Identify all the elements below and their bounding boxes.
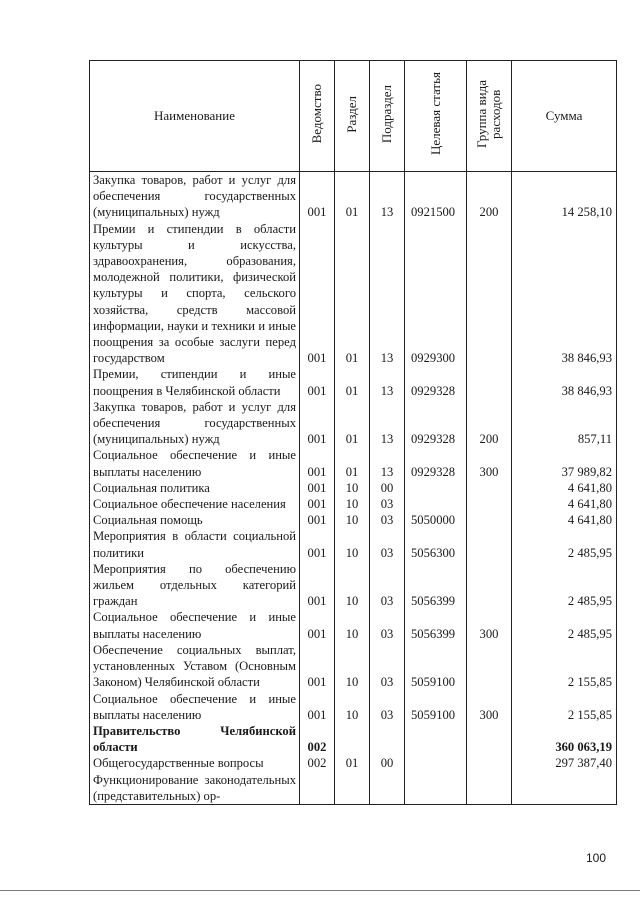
summa-cell: 2 485,95: [512, 609, 617, 641]
name-cell: Социальное обеспечение и иные выплаты населению: [90, 609, 300, 641]
summa-cell: 2 155,85: [512, 691, 617, 723]
celevaya-cell: [405, 496, 467, 512]
gruppa-cell: [467, 772, 512, 805]
summa-cell: 857,11: [512, 399, 617, 448]
table-row: [90, 172, 617, 221]
name-cell: Премии, стипендии и иные поощрения в Челябинской области: [90, 366, 300, 398]
page-number: 100: [586, 851, 607, 865]
gruppa-cell: 300: [467, 609, 512, 641]
podrazdel-cell: [370, 723, 405, 755]
razdel-cell: 10: [335, 480, 370, 496]
podrazdel-cell: 13: [370, 172, 405, 221]
podrazdel-cell: 03: [370, 561, 405, 610]
summa-cell: 4 641,80: [512, 480, 617, 496]
name-cell: Мероприятия по обеспечению жильем отдельных категорий граждан: [90, 561, 300, 610]
vedomstvo-cell: 001: [300, 447, 335, 479]
summa-cell: 38 846,93: [512, 366, 617, 398]
gruppa-cell: [467, 221, 512, 367]
vedomstvo-cell: 001: [300, 691, 335, 723]
razdel-cell: 10: [335, 642, 370, 691]
table-row: [90, 723, 617, 755]
summa-cell: 297 387,40: [512, 755, 617, 771]
table-row: [90, 496, 617, 512]
celevaya-cell: 5056300: [405, 528, 467, 560]
summa-cell: 14 258,10: [512, 172, 617, 221]
celevaya-cell: [405, 755, 467, 771]
name-cell: Социальная политика: [90, 480, 300, 496]
table-body: [90, 172, 617, 805]
gruppa-cell: [467, 561, 512, 610]
budget-table: [89, 60, 617, 805]
celevaya-cell: 0929328: [405, 447, 467, 479]
summa-cell: 4 641,80: [512, 496, 617, 512]
razdel-cell: 10: [335, 609, 370, 641]
vedomstvo-cell: 001: [300, 528, 335, 560]
table-row: [90, 399, 617, 448]
razdel-cell: 01: [335, 447, 370, 479]
vedomstvo-cell: 001: [300, 512, 335, 528]
podrazdel-cell: 13: [370, 399, 405, 448]
razdel-cell: 10: [335, 496, 370, 512]
podrazdel-cell: 03: [370, 528, 405, 560]
gruppa-cell: 300: [467, 447, 512, 479]
podrazdel-cell: 03: [370, 609, 405, 641]
vedomstvo-cell: [300, 772, 335, 805]
razdel-cell: 01: [335, 755, 370, 771]
gruppa-cell: [467, 496, 512, 512]
table-header: [90, 61, 617, 172]
vedomstvo-cell: 001: [300, 366, 335, 398]
gruppa-cell: [467, 528, 512, 560]
razdel-cell: 10: [335, 528, 370, 560]
podrazdel-cell: 13: [370, 447, 405, 479]
table-row: [90, 221, 617, 367]
header-vedomstvo: Ведомство: [300, 61, 335, 172]
razdel-cell: 01: [335, 366, 370, 398]
gruppa-cell: [467, 512, 512, 528]
name-cell: Общегосударственные вопросы: [90, 755, 300, 771]
header-name: Наименование: [90, 61, 300, 172]
summa-cell: 2 155,85: [512, 642, 617, 691]
vedomstvo-cell: 001: [300, 221, 335, 367]
vedomstvo-cell: 001: [300, 609, 335, 641]
razdel-cell: [335, 772, 370, 805]
razdel-cell: 10: [335, 691, 370, 723]
name-cell: Правительство Челябинской области: [90, 723, 300, 755]
name-cell: Закупка товаров, работ и услуг для обеспечения государственных (муниципальных) нужд: [90, 399, 300, 448]
summa-cell: 2 485,95: [512, 561, 617, 610]
name-cell: Социальное обеспечение и иные выплаты населению: [90, 447, 300, 479]
summa-cell: 360 063,19: [512, 723, 617, 755]
razdel-cell: 10: [335, 561, 370, 610]
celevaya-cell: 0929328: [405, 366, 467, 398]
summa-cell: [512, 772, 617, 805]
table-row: [90, 480, 617, 496]
table-row: [90, 447, 617, 479]
table-row: [90, 512, 617, 528]
vedomstvo-cell: 002: [300, 755, 335, 771]
celevaya-cell: [405, 480, 467, 496]
name-cell: Социальное обеспечение населения: [90, 496, 300, 512]
summa-cell: 2 485,95: [512, 528, 617, 560]
podrazdel-cell: 03: [370, 642, 405, 691]
table-row: [90, 609, 617, 641]
podrazdel-cell: 03: [370, 691, 405, 723]
vedomstvo-cell: 001: [300, 480, 335, 496]
name-cell: Мероприятия в области социальной политики: [90, 528, 300, 560]
table-row: [90, 366, 617, 398]
table-row: [90, 772, 617, 805]
razdel-cell: [335, 723, 370, 755]
name-cell: Функционирование законодательных (представительных) ор-: [90, 772, 300, 805]
vedomstvo-cell: 001: [300, 496, 335, 512]
celevaya-cell: [405, 772, 467, 805]
vedomstvo-cell: 001: [300, 561, 335, 610]
vedomstvo-cell: 002: [300, 723, 335, 755]
podrazdel-cell: 13: [370, 366, 405, 398]
celevaya-cell: 5059100: [405, 691, 467, 723]
gruppa-cell: [467, 480, 512, 496]
gruppa-cell: 200: [467, 172, 512, 221]
name-cell: Социальное обеспечение и иные выплаты населению: [90, 691, 300, 723]
table-row: [90, 691, 617, 723]
podrazdel-cell: 00: [370, 480, 405, 496]
podrazdel-cell: 00: [370, 755, 405, 771]
name-cell: Обеспечение социальных выплат, установленных Уставом (Основным Законом) Челябинской области: [90, 642, 300, 691]
razdel-cell: 10: [335, 512, 370, 528]
header-podrazdel: Подраздел: [370, 61, 405, 172]
razdel-cell: 01: [335, 172, 370, 221]
gruppa-cell: [467, 755, 512, 771]
name-cell: Премии и стипендии в области культуры и искусства, здравоохранения, образования, молодежной политики, физической культуры и спорта, сельского хозяйства, средств массовой информации, науки и техники и иные поощрения за особые заслуги перед государством: [90, 221, 300, 367]
name-cell: Закупка товаров, работ и услуг для обеспечения государственных (муниципальных) нужд: [90, 172, 300, 221]
podrazdel-cell: [370, 772, 405, 805]
vedomstvo-cell: 001: [300, 642, 335, 691]
celevaya-cell: 5050000: [405, 512, 467, 528]
celevaya-cell: 0921500: [405, 172, 467, 221]
podrazdel-cell: 13: [370, 221, 405, 367]
gruppa-cell: [467, 642, 512, 691]
celevaya-cell: 5056399: [405, 561, 467, 610]
podrazdel-cell: 03: [370, 496, 405, 512]
bottom-rule: [0, 890, 640, 891]
gruppa-cell: [467, 723, 512, 755]
celevaya-cell: 0929328: [405, 399, 467, 448]
table-row: [90, 642, 617, 691]
gruppa-cell: 300: [467, 691, 512, 723]
header-summa: Сумма: [512, 61, 617, 172]
table-row: [90, 561, 617, 610]
table-row: [90, 755, 617, 771]
summa-cell: 38 846,93: [512, 221, 617, 367]
celevaya-cell: 5059100: [405, 642, 467, 691]
gruppa-cell: [467, 366, 512, 398]
table-row: [90, 528, 617, 560]
gruppa-cell: 200: [467, 399, 512, 448]
celevaya-cell: 5056399: [405, 609, 467, 641]
vedomstvo-cell: 001: [300, 172, 335, 221]
celevaya-cell: 0929300: [405, 221, 467, 367]
razdel-cell: 01: [335, 221, 370, 367]
podrazdel-cell: 03: [370, 512, 405, 528]
vedomstvo-cell: 001: [300, 399, 335, 448]
name-cell: Социальная помощь: [90, 512, 300, 528]
header-gruppa: Группа вида расходов: [467, 61, 512, 172]
summa-cell: 37 989,82: [512, 447, 617, 479]
celevaya-cell: [405, 723, 467, 755]
header-razdel: Раздел: [335, 61, 370, 172]
summa-cell: 4 641,80: [512, 512, 617, 528]
razdel-cell: 01: [335, 399, 370, 448]
header-celevaya: Целевая статья: [405, 61, 467, 172]
